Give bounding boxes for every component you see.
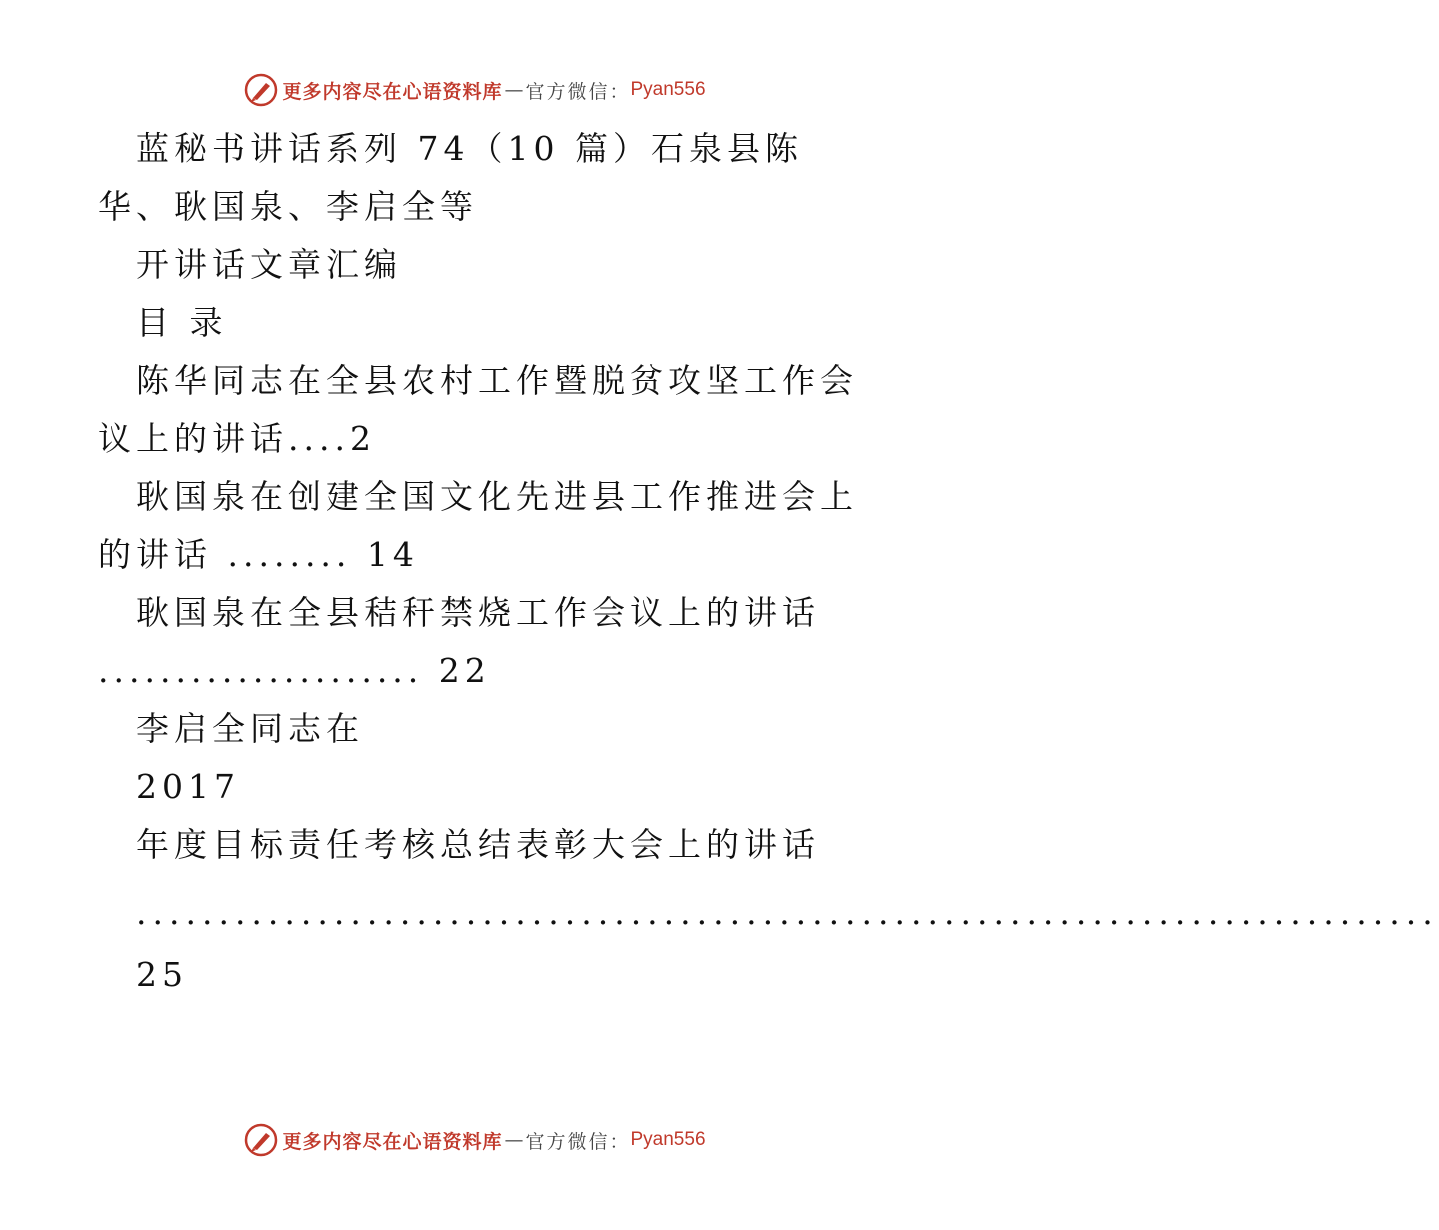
- toc-entry: 陈华同志在全县农村工作暨脱贫攻坚工作会议上的讲话....2: [98, 361, 858, 458]
- banner-main-text: 更多内容尽在心语资料库: [282, 80, 503, 103]
- document-title-line1: 蓝秘书讲话系列 74（10 篇）石泉县陈华、耿国泉、李启全等: [98, 129, 803, 226]
- pen-logo-icon: [244, 1123, 278, 1157]
- toc-entry: ..................... 22: [98, 651, 491, 690]
- document-body: [98, 120, 1439, 1004]
- toc-entry: 耿国泉在全县秸秆禁烧工作会议上的讲话: [136, 593, 820, 632]
- pen-logo-icon: [244, 73, 278, 107]
- toc-entry-dots: ...............................................................................: [136, 893, 1439, 932]
- banner-wechat-id: Pyan556: [630, 1129, 706, 1150]
- toc-entry: 年度目标责任考核总结表彰大会上的讲话: [136, 825, 820, 864]
- banner-wechat-label: 官方微信：: [525, 1130, 631, 1153]
- footer-watermark-banner: [0, 1120, 950, 1160]
- banner-dash: —: [504, 79, 524, 101]
- banner-main-text: 更多内容尽在心语资料库: [282, 1130, 503, 1153]
- document-title-line2: 开讲话文章汇编: [136, 245, 402, 284]
- toc-heading: 目 录: [136, 303, 228, 342]
- banner-wechat-id: Pyan556: [630, 79, 706, 100]
- toc-entry: 耿国泉在创建全国文化先进县工作推进会上的讲话 ........ 14: [98, 477, 858, 574]
- banner-dash: —: [504, 1129, 524, 1151]
- toc-entry: 2017: [136, 767, 240, 806]
- header-watermark-banner: [0, 70, 950, 110]
- toc-entry: 25: [136, 955, 188, 994]
- toc-entry: 李启全同志在: [136, 709, 364, 748]
- banner-wechat-label: 官方微信：: [525, 80, 631, 103]
